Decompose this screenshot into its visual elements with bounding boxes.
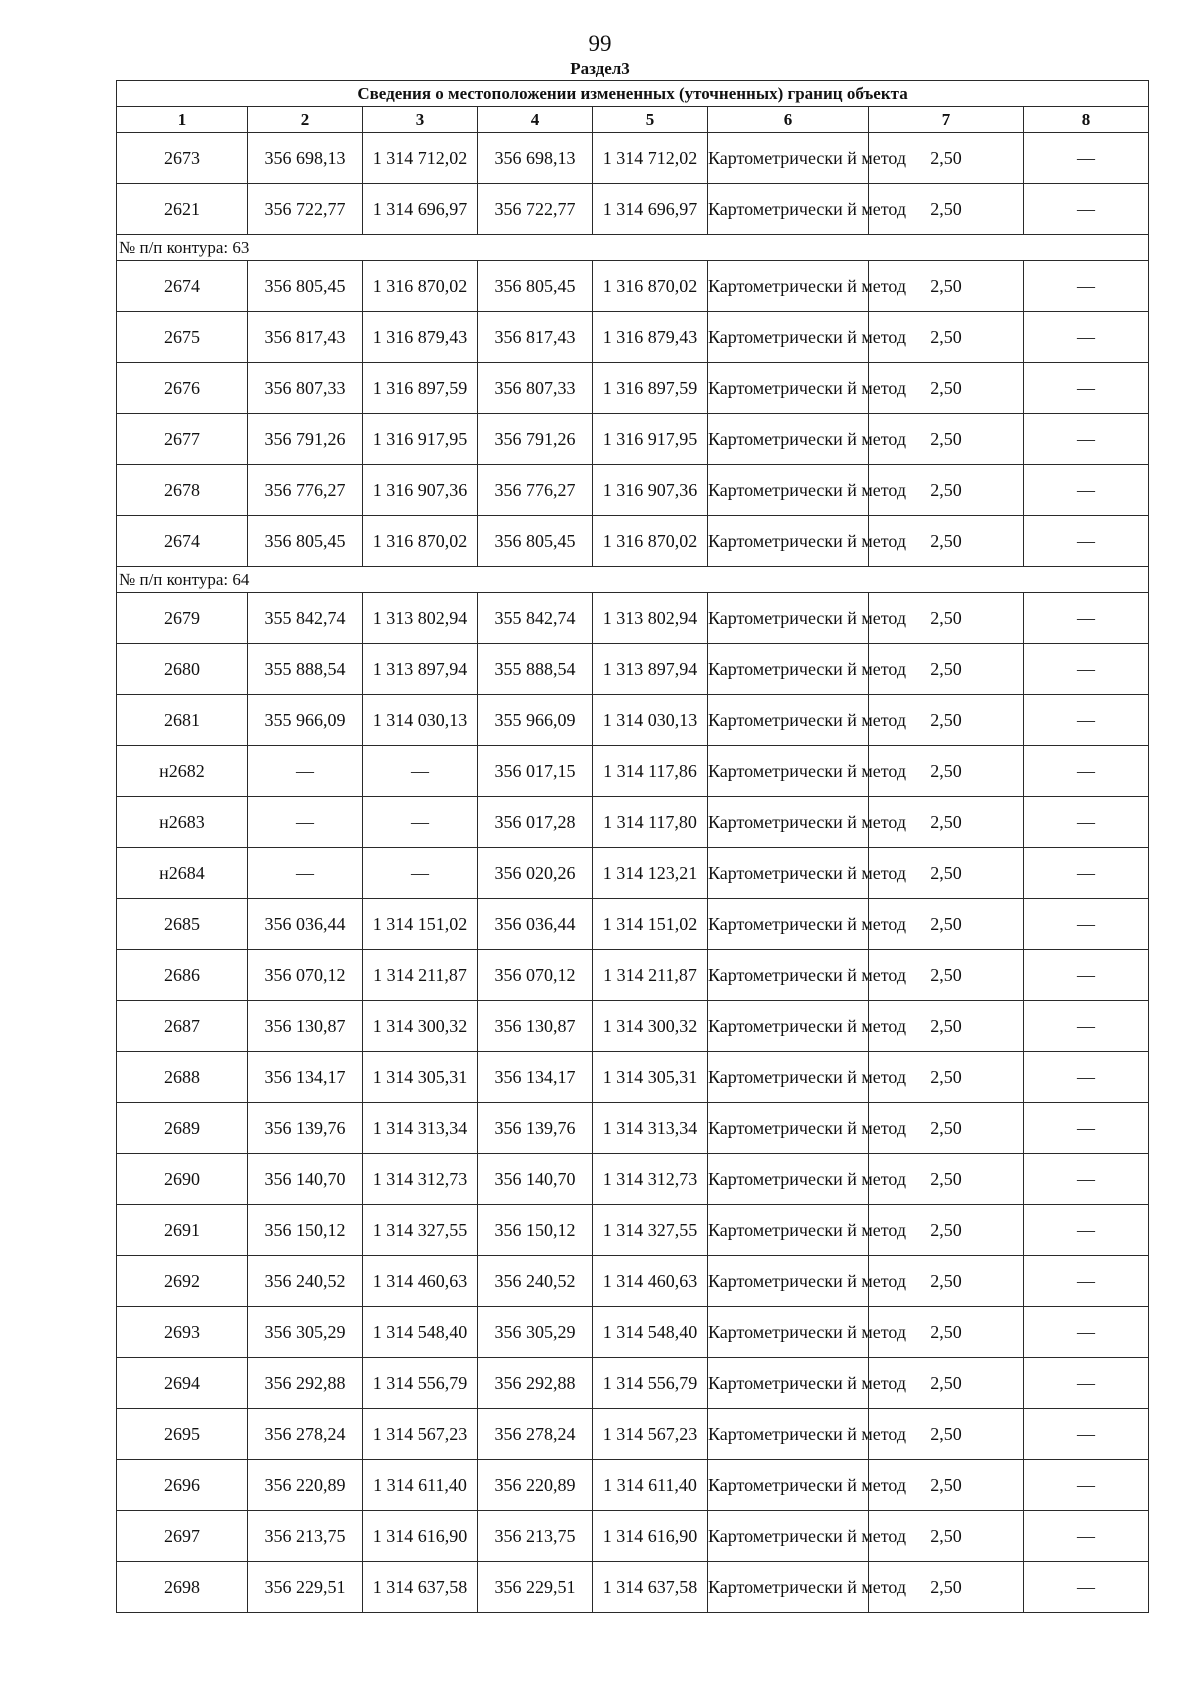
accuracy-cell: 2,50 [869,1256,1024,1307]
point-number-cell: 2693 [117,1307,248,1358]
point-number-cell: н2682 [117,746,248,797]
point-number-cell: 2698 [117,1562,248,1613]
point-number-cell: 2677 [117,414,248,465]
accuracy-cell: 2,50 [869,1052,1024,1103]
coordinate-cell: 356 213,75 [478,1511,593,1562]
point-number-cell: 2686 [117,950,248,1001]
table-row [117,1307,1149,1358]
coordinate-cell: 356 229,51 [478,1562,593,1613]
description-cell: — [1024,1409,1149,1460]
coordinate-cell: 1 314 327,55 [363,1205,478,1256]
coordinate-cell: 1 316 870,02 [593,261,708,312]
coordinate-cell: 1 316 870,02 [363,261,478,312]
coordinate-cell: 356 817,43 [478,312,593,363]
point-number-cell: 2674 [117,261,248,312]
coordinate-cell: 356 240,52 [478,1256,593,1307]
point-number-cell: 2675 [117,312,248,363]
coordinate-cell: 1 314 305,31 [593,1052,708,1103]
description-cell: — [1024,184,1149,235]
column-header: 4 [478,107,593,133]
description-cell: — [1024,695,1149,746]
page-number: 99 [588,31,612,56]
description-cell: — [1024,746,1149,797]
coordinate-cell: 356 130,87 [478,1001,593,1052]
coordinate-cell: 356 305,29 [478,1307,593,1358]
description-cell: — [1024,848,1149,899]
coordinate-cell: 356 229,51 [248,1562,363,1613]
table-row [117,848,1149,899]
coordinate-cell: 1 314 712,02 [593,133,708,184]
description-cell: — [1024,644,1149,695]
method-cell: Картометрически й метод [708,465,869,516]
method-cell: Картометрически й метод [708,1052,869,1103]
point-number-cell: 2688 [117,1052,248,1103]
accuracy-cell: 2,50 [869,1001,1024,1052]
description-cell: — [1024,593,1149,644]
accuracy-cell: 2,50 [869,746,1024,797]
method-cell: Картометрически й метод [708,695,869,746]
description-cell: — [1024,1001,1149,1052]
coordinate-cell: 1 313 802,94 [593,593,708,644]
coordinate-cell: 356 140,70 [478,1154,593,1205]
contour-row [117,235,1149,261]
point-number-cell: 2679 [117,593,248,644]
description-cell: — [1024,1511,1149,1562]
table-row [117,1562,1149,1613]
coordinate-cell: 356 791,26 [478,414,593,465]
column-header: 7 [869,107,1024,133]
description-cell: — [1024,1052,1149,1103]
description-cell: — [1024,133,1149,184]
description-cell: — [1024,261,1149,312]
column-number-row [117,107,1149,133]
coordinate-cell: 1 316 917,95 [593,414,708,465]
coordinate-cell: 1 314 611,40 [593,1460,708,1511]
method-cell: Картометрически й метод [708,1256,869,1307]
coordinate-cell: 1 316 870,02 [363,516,478,567]
method-cell: Картометрически й метод [708,950,869,1001]
coordinate-cell: 356 240,52 [248,1256,363,1307]
coordinate-cell: 356 805,45 [478,516,593,567]
method-cell: Картометрически й метод [708,414,869,465]
coordinate-cell: 1 313 802,94 [363,593,478,644]
point-number-cell: н2683 [117,797,248,848]
coordinate-cell: 356 776,27 [478,465,593,516]
point-number-cell: 2695 [117,1409,248,1460]
coordinate-cell: 1 314 712,02 [363,133,478,184]
description-cell: — [1024,1205,1149,1256]
description-cell: — [1024,1154,1149,1205]
coordinate-cell: 356 140,70 [248,1154,363,1205]
coordinate-cell: 356 139,76 [478,1103,593,1154]
coordinate-cell: 356 213,75 [248,1511,363,1562]
point-number-cell: 2678 [117,465,248,516]
accuracy-cell: 2,50 [869,593,1024,644]
coordinate-cell: 1 314 117,86 [593,746,708,797]
description-cell: — [1024,414,1149,465]
coordinate-cell: 1 314 567,23 [593,1409,708,1460]
coordinate-cell: 356 070,12 [248,950,363,1001]
accuracy-cell: 2,50 [869,363,1024,414]
coordinate-cell: 1 314 305,31 [363,1052,478,1103]
table-row [117,414,1149,465]
coordinate-cell: 356 805,45 [478,261,593,312]
description-cell: — [1024,1358,1149,1409]
table-row [117,950,1149,1001]
description-cell: — [1024,950,1149,1001]
description-cell: — [1024,363,1149,414]
table-row [117,1409,1149,1460]
coordinate-cell: — [248,746,363,797]
coordinate-cell: 1 314 030,13 [363,695,478,746]
coordinate-cell: 356 722,77 [248,184,363,235]
table-row [117,746,1149,797]
coordinate-cell: 355 966,09 [478,695,593,746]
coordinate-cell: 1 314 637,58 [363,1562,478,1613]
accuracy-cell: 2,50 [869,1511,1024,1562]
coordinate-cell: 1 314 611,40 [363,1460,478,1511]
accuracy-cell: 2,50 [869,516,1024,567]
description-cell: — [1024,1103,1149,1154]
point-number-cell: 2696 [117,1460,248,1511]
table-row [117,1460,1149,1511]
table-row [117,644,1149,695]
point-number-cell: 2681 [117,695,248,746]
section-title: Раздел3 [570,59,630,78]
accuracy-cell: 2,50 [869,1409,1024,1460]
description-cell: — [1024,516,1149,567]
coordinate-cell: 1 314 312,73 [363,1154,478,1205]
accuracy-cell: 2,50 [869,797,1024,848]
coordinate-cell: 1 314 556,79 [363,1358,478,1409]
coordinate-cell: 1 316 917,95 [363,414,478,465]
coordinate-cell: 1 314 117,80 [593,797,708,848]
coordinate-cell: 1 314 211,87 [363,950,478,1001]
coordinate-cell: 1 314 151,02 [593,899,708,950]
description-cell: — [1024,1307,1149,1358]
coordinate-cell: 1 316 879,43 [593,312,708,363]
coordinate-cell: 356 807,33 [478,363,593,414]
coordinate-cell: 1 314 567,23 [363,1409,478,1460]
table-row [117,516,1149,567]
table-row [117,261,1149,312]
method-cell: Картометрически й метод [708,1358,869,1409]
coordinate-cell: 355 842,74 [248,593,363,644]
coordinate-cell: 356 220,89 [478,1460,593,1511]
coordinate-cell: — [363,848,478,899]
column-header: 1 [117,107,248,133]
table-row [117,1256,1149,1307]
coordinate-cell: 1 314 313,34 [593,1103,708,1154]
coordinate-cell: 356 134,17 [478,1052,593,1103]
method-cell: Картометрически й метод [708,746,869,797]
coordinate-cell: 355 842,74 [478,593,593,644]
coordinate-cell: 356 134,17 [248,1052,363,1103]
accuracy-cell: 2,50 [869,414,1024,465]
coordinate-cell: 1 316 907,36 [593,465,708,516]
table-row [117,1511,1149,1562]
method-cell: Картометрически й метод [708,1409,869,1460]
point-number-cell: 2690 [117,1154,248,1205]
coordinate-cell: 355 966,09 [248,695,363,746]
coordinate-cell: 356 805,45 [248,516,363,567]
coordinate-cell: 1 314 313,34 [363,1103,478,1154]
coordinate-cell: 1 314 327,55 [593,1205,708,1256]
description-cell: — [1024,1562,1149,1613]
coordinate-cell: 356 807,33 [248,363,363,414]
coordinate-cell: 1 314 548,40 [363,1307,478,1358]
table-row [117,797,1149,848]
coordinate-cell: 1 314 300,32 [363,1001,478,1052]
coordinate-cell: 1 316 879,43 [363,312,478,363]
table-row [117,1205,1149,1256]
method-cell: Картометрически й метод [708,1205,869,1256]
column-header: 6 [708,107,869,133]
table-row [117,593,1149,644]
coordinate-cell: — [363,746,478,797]
method-cell: Картометрически й метод [708,1103,869,1154]
coordinate-cell: 1 316 897,59 [363,363,478,414]
coordinate-cell: 356 150,12 [478,1205,593,1256]
coordinate-cell: 356 292,88 [478,1358,593,1409]
method-cell: Картометрически й метод [708,1511,869,1562]
coordinate-cell: 1 314 460,63 [593,1256,708,1307]
column-header: 3 [363,107,478,133]
coordinate-cell: 356 278,24 [248,1409,363,1460]
boundary-coordinates-table [116,80,1149,1613]
coordinate-cell: 356 130,87 [248,1001,363,1052]
point-number-cell: 2685 [117,899,248,950]
coordinate-cell: 356 036,44 [478,899,593,950]
table-title: Сведения о местоположении измененных (уточненных) границ объекта [117,81,1149,107]
table-row [117,363,1149,414]
coordinate-cell: 355 888,54 [248,644,363,695]
table-row [117,1358,1149,1409]
coordinate-cell: 356 722,77 [478,184,593,235]
method-cell: Картометрически й метод [708,312,869,363]
coordinate-cell: 1 314 637,58 [593,1562,708,1613]
coordinate-cell: 1 314 616,90 [593,1511,708,1562]
table-row [117,695,1149,746]
accuracy-cell: 2,50 [869,899,1024,950]
accuracy-cell: 2,50 [869,848,1024,899]
contour-row [117,567,1149,593]
description-cell: — [1024,465,1149,516]
method-cell: Картометрически й метод [708,797,869,848]
column-header: 5 [593,107,708,133]
point-number-cell: н2684 [117,848,248,899]
coordinate-cell: 1 314 616,90 [363,1511,478,1562]
method-cell: Картометрически й метод [708,593,869,644]
table-row [117,184,1149,235]
table-row [117,1154,1149,1205]
coordinate-cell: 356 305,29 [248,1307,363,1358]
method-cell: Картометрически й метод [708,261,869,312]
accuracy-cell: 2,50 [869,950,1024,1001]
coordinate-cell: 1 316 907,36 [363,465,478,516]
point-number-cell: 2691 [117,1205,248,1256]
coordinate-cell: 356 698,13 [248,133,363,184]
coordinate-cell: 356 817,43 [248,312,363,363]
table-row [117,1052,1149,1103]
contour-label: № п/п контура: 64 [117,567,1149,593]
contour-label: № п/п контура: 63 [117,235,1149,261]
coordinate-cell: 356 020,26 [478,848,593,899]
coordinate-cell: 355 888,54 [478,644,593,695]
coordinate-cell: 1 314 696,97 [593,184,708,235]
accuracy-cell: 2,50 [869,1562,1024,1613]
point-number-cell: 2689 [117,1103,248,1154]
accuracy-cell: 2,50 [869,1154,1024,1205]
accuracy-cell: 2,50 [869,133,1024,184]
coordinate-cell: 356 698,13 [478,133,593,184]
coordinate-cell: 1 313 897,94 [363,644,478,695]
coordinate-cell: 1 316 870,02 [593,516,708,567]
coordinate-cell: 356 776,27 [248,465,363,516]
method-cell: Картометрически й метод [708,133,869,184]
accuracy-cell: 2,50 [869,695,1024,746]
point-number-cell: 2694 [117,1358,248,1409]
coordinate-cell: 356 805,45 [248,261,363,312]
point-number-cell: 2676 [117,363,248,414]
coordinate-cell: 1 314 460,63 [363,1256,478,1307]
table-row [117,1103,1149,1154]
coordinate-cell: — [363,797,478,848]
method-cell: Картометрически й метод [708,899,869,950]
accuracy-cell: 2,50 [869,1307,1024,1358]
accuracy-cell: 2,50 [869,1358,1024,1409]
description-cell: — [1024,899,1149,950]
point-number-cell: 2680 [117,644,248,695]
coordinate-cell: 356 017,15 [478,746,593,797]
coordinate-cell: 1 314 556,79 [593,1358,708,1409]
coordinate-cell: 356 139,76 [248,1103,363,1154]
table-row [117,899,1149,950]
coordinate-cell: 1 314 123,21 [593,848,708,899]
description-cell: — [1024,1256,1149,1307]
method-cell: Картометрически й метод [708,516,869,567]
description-cell: — [1024,1460,1149,1511]
coordinate-cell: — [248,797,363,848]
coordinate-cell: 1 314 211,87 [593,950,708,1001]
coordinate-cell: 1 314 151,02 [363,899,478,950]
method-cell: Картометрически й метод [708,1001,869,1052]
table-row [117,1001,1149,1052]
accuracy-cell: 2,50 [869,184,1024,235]
point-number-cell: 2687 [117,1001,248,1052]
accuracy-cell: 2,50 [869,465,1024,516]
table-row [117,312,1149,363]
coordinate-cell: 1 314 300,32 [593,1001,708,1052]
coordinate-cell: 356 017,28 [478,797,593,848]
coordinate-cell: 356 278,24 [478,1409,593,1460]
coordinate-cell: 1 314 696,97 [363,184,478,235]
method-cell: Картометрически й метод [708,848,869,899]
accuracy-cell: 2,50 [869,1460,1024,1511]
accuracy-cell: 2,50 [869,1205,1024,1256]
coordinate-cell: 1 316 897,59 [593,363,708,414]
table-row [117,133,1149,184]
accuracy-cell: 2,50 [869,1103,1024,1154]
coordinate-cell: — [248,848,363,899]
point-number-cell: 2697 [117,1511,248,1562]
accuracy-cell: 2,50 [869,261,1024,312]
coordinate-cell: 356 791,26 [248,414,363,465]
coordinate-cell: 356 150,12 [248,1205,363,1256]
method-cell: Картометрически й метод [708,1154,869,1205]
method-cell: Картометрически й метод [708,184,869,235]
description-cell: — [1024,797,1149,848]
coordinate-cell: 1 314 548,40 [593,1307,708,1358]
method-cell: Картометрически й метод [708,644,869,695]
accuracy-cell: 2,50 [869,312,1024,363]
coordinate-cell: 1 314 312,73 [593,1154,708,1205]
table-body [117,133,1149,1613]
coordinate-cell: 356 036,44 [248,899,363,950]
column-header: 8 [1024,107,1149,133]
coordinate-cell: 356 292,88 [248,1358,363,1409]
method-cell: Картометрически й метод [708,1562,869,1613]
point-number-cell: 2621 [117,184,248,235]
coordinate-cell: 1 313 897,94 [593,644,708,695]
method-cell: Картометрически й метод [708,1307,869,1358]
column-header: 2 [248,107,363,133]
coordinate-cell: 356 220,89 [248,1460,363,1511]
point-number-cell: 2692 [117,1256,248,1307]
point-number-cell: 2674 [117,516,248,567]
table-row [117,465,1149,516]
description-cell: — [1024,312,1149,363]
accuracy-cell: 2,50 [869,644,1024,695]
method-cell: Картометрически й метод [708,1460,869,1511]
point-number-cell: 2673 [117,133,248,184]
method-cell: Картометрически й метод [708,363,869,414]
coordinate-cell: 356 070,12 [478,950,593,1001]
coordinate-cell: 1 314 030,13 [593,695,708,746]
